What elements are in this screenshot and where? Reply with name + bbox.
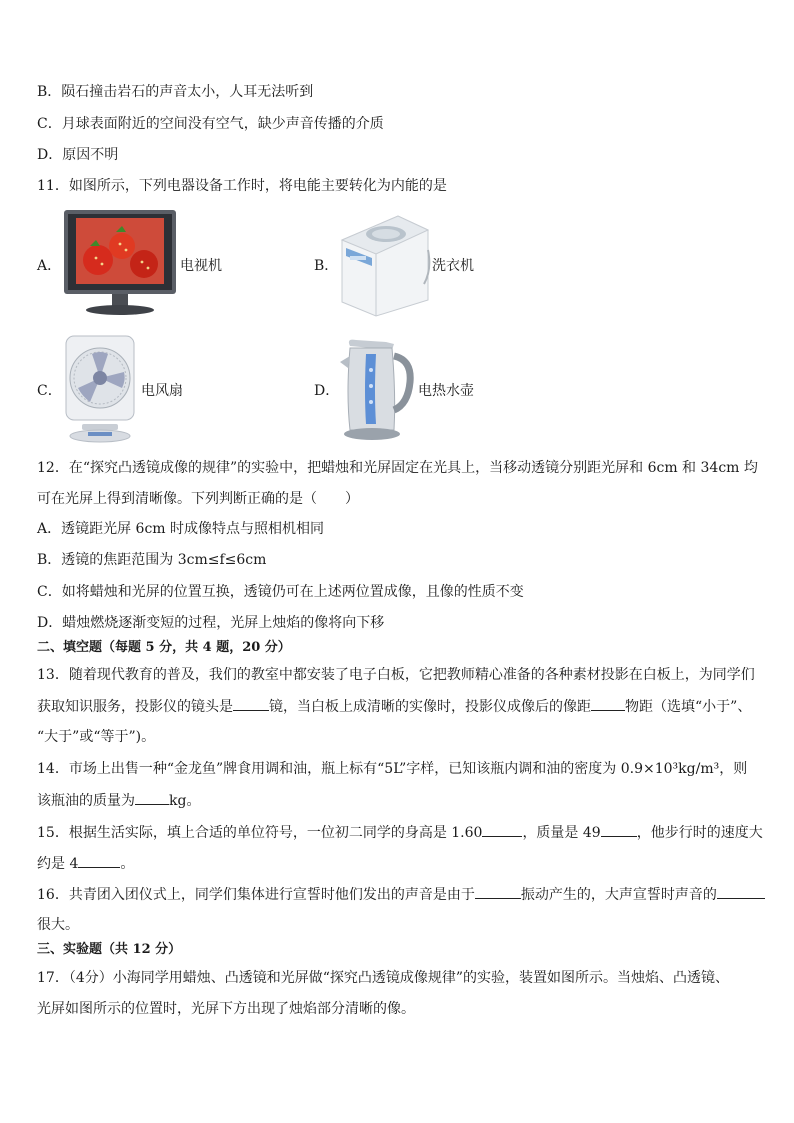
q12-option-c: C．如将蜡烛和光屏的位置互换，透镜仍可在上述两位置成像，且像的性质不变 (37, 584, 524, 600)
q15-text-b: ，质量是 49 (522, 825, 601, 841)
q10-option-b: B．陨石撞击岩石的声音太小，人耳无法听到 (37, 84, 314, 100)
q12-stem-line1: 12．在“探究凸透镜成像的规律”的实验中，把蜡烛和光屏固定在光具上，当移动透镜分别距光屏和 6cm 和 34cm 均 (37, 460, 758, 476)
q11-d-label: 电热水壶 (418, 383, 474, 399)
q15-blank-2[interactable] (601, 822, 637, 837)
q17-line1: 17．（4分）小海同学用蜡烛、凸透镜和光屏做“探究凸透镜成像规律”的实验，装置如图所示。当烛焰、凸透镜、 (37, 970, 730, 986)
q16-blank-2[interactable] (717, 884, 765, 899)
q12-option-b: B．透镜的焦距范围为 3cm≤f≤6cm (37, 552, 267, 568)
q14-line2 (37, 790, 200, 811)
q17-line2: 光屏如图所示的位置时，光屏下方出现了烛焰部分清晰的像。 (37, 1001, 415, 1017)
q11-b-letter: B． (314, 258, 339, 274)
q15-text-c: ，他步行时的速度大 (636, 825, 763, 841)
q10-option-c: C．月球表面附近的空间没有空气，缺少声音传播的介质 (37, 116, 384, 132)
q11-b-label: 洗衣机 (432, 258, 474, 274)
q11-d-letter: D． (314, 383, 340, 399)
q14-line1: 14．市场上出售一种“金龙鱼”牌食用调和油，瓶上标有“5L”字样，已知该瓶内调和油的密度为 0.9×10³kg/m³，则 (37, 761, 748, 777)
q11-c-letter: C． (37, 383, 62, 399)
q11-a-letter: A． (37, 258, 62, 274)
section-3-heading: 三、实验题（共 12 分） (37, 942, 182, 957)
q15-line1 (37, 822, 763, 843)
q15-blank-3[interactable] (78, 853, 120, 868)
q11-stem: 11．如图所示，下列电器设备工作时，将电能主要转化为内能的是 (37, 178, 447, 194)
electric-fan-image (62, 332, 138, 444)
q13-blank-2[interactable] (591, 696, 625, 711)
electric-kettle-image (336, 334, 416, 444)
section-2-heading: 二、填空题（每题 5 分，共 4 题，20 分） (37, 640, 291, 655)
q14-text-a: 该瓶油的质量为 (37, 793, 135, 809)
q12-option-d: D．蜡烛燃烧逐渐变短的过程，光屏上烛焰的像将向下移 (37, 615, 385, 631)
q11-a-label: 电视机 (180, 258, 222, 274)
q11-c-label: 电风扇 (141, 383, 183, 399)
q14-text-b: kg。 (169, 793, 201, 809)
q16-line2: 很大。 (37, 917, 79, 933)
q16-blank-1[interactable] (475, 884, 521, 899)
q15-text-a: 15．根据生活实际，填上合适的单位符号，一位初二同学的身高是 1.60 (37, 825, 483, 841)
q10-option-d: D．原因不明 (37, 147, 119, 163)
q16-line1 (37, 884, 765, 905)
tv-image (62, 208, 178, 318)
q15-line2 (37, 853, 134, 874)
washing-machine-image (336, 210, 432, 318)
q13-line2 (37, 696, 751, 717)
q13-text-c: 物距（选填“小于”、 (625, 699, 752, 715)
q15-text-e: 。 (120, 856, 135, 872)
q12-option-a: A．透镜距光屏 6cm 时成像特点与照相机相同 (37, 521, 325, 537)
q13-blank-1[interactable] (233, 696, 269, 711)
q15-text-d: 约是 4 (37, 856, 79, 872)
q16-text-a: 16．共青团入团仪式上，同学们集体进行宣誓时他们发出的声音是由于 (37, 887, 475, 903)
q13-line1: 13．随着现代教育的普及，我们的教室中都安装了电子白板，它把教师精心准备的各种素材投影在白板上，为同学们 (37, 667, 755, 683)
q16-text-b: 振动产生的，大声宣誓时声音的 (520, 887, 717, 903)
q13-line3: “大于”或“等于”)。 (37, 729, 156, 745)
q12-stem-line2: 可在光屏上得到清晰像。下列判断正确的是（ ） (37, 491, 359, 507)
q13-text-a: 获取知识服务，投影仪的镜头是 (37, 699, 233, 715)
q14-blank-1[interactable] (135, 790, 169, 805)
q13-text-b: 镜，当白板上成清晰的实像时，投影仪成像后的像距 (269, 699, 591, 715)
q15-blank-1[interactable] (482, 822, 522, 837)
